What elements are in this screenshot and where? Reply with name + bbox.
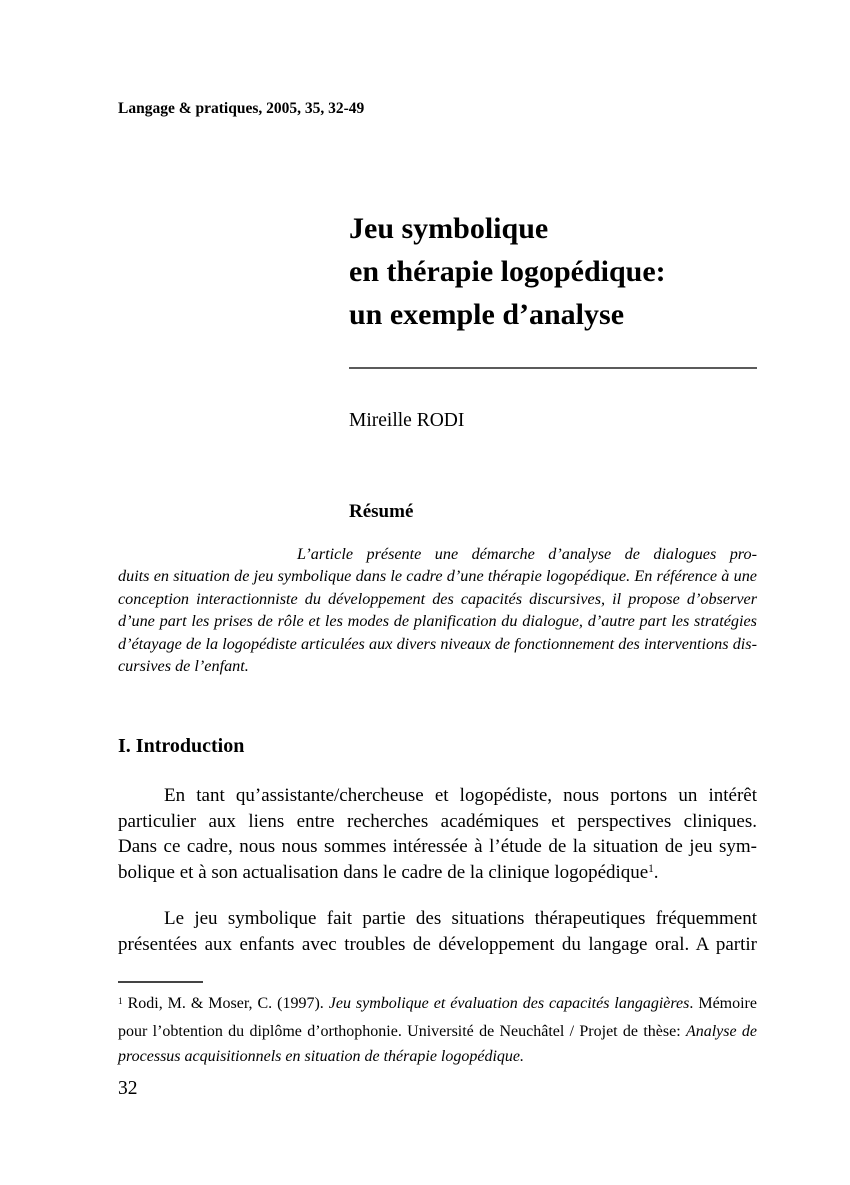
article-title — [349, 207, 779, 336]
text-line: cursives de l’enfant. — [118, 657, 249, 676]
text-line: Dans ce cadre, nous nous sommes intéressée à l’étude de la situation de jeu sym- — [118, 836, 757, 857]
text-line: En tant qu’assistante/chercheuse et logopédiste, nous portons un intérêt — [164, 785, 757, 806]
abstract-heading: Résumé — [349, 501, 414, 522]
text-line: Jeu symbolique — [349, 212, 549, 245]
body-paragraph-2 — [118, 906, 757, 957]
text-line: $^1$ Rodi, M. & Moser, C. (1997). Jeu symbolique et évaluation des capacités langagières. Mémoire — [118, 995, 757, 1012]
text-line: un exemple d’analyse — [349, 298, 625, 331]
body-paragraph-1 — [118, 783, 757, 888]
text-line: bolique et à son actualisation dans le cadre de la clinique logopédique$^1$. — [118, 861, 659, 883]
text-line: pour l’obtention du diplôme d’orthophonie. Université de Neuchâtel / Projet de thèse: Analyse de — [118, 1023, 758, 1040]
text-line: duits en situation de jeu symbolique dans le cadre d’une thérapie logopédique. En référence à une — [118, 567, 757, 586]
text-line: L’article présente une démarche d’analyse de dialogues pro- — [297, 545, 757, 563]
footnote-rule — [118, 981, 203, 983]
text-line: processus acquisitionnels en situation de thérapie logopédique. — [118, 1048, 525, 1065]
text-line: d’étayage de la logopédiste articulées aux divers niveaux de fonctionnement des interventions dis- — [118, 634, 757, 653]
footnote-text — [118, 991, 757, 1069]
text-line: d’une part les prises de rôle et les modes de planification du dialogue, d’autre part les stratégies — [118, 612, 757, 631]
title-rule-divider — [349, 367, 757, 369]
text-line: particulier aux liens entre recherches académiques et perspectives cliniques. — [118, 810, 757, 832]
text-line: présentées aux enfants avec troubles de développement du langage oral. A partir — [118, 933, 757, 955]
text-line: en thérapie logopédique: — [349, 255, 666, 288]
text-line: conception interactionniste du développement des capacités discursives, il propose d’observer — [118, 589, 757, 608]
journal-header: Langage & pratiques, 2005, 35, 32-49 — [118, 100, 365, 117]
author-name: Mireille RODI — [349, 410, 465, 431]
page-number: 32 — [118, 1078, 138, 1099]
text-line: Le jeu symbolique fait partie des situations thérapeutiques fréquemment — [164, 908, 757, 929]
abstract-text — [118, 543, 757, 677]
section-heading-introduction: I. Introduction — [118, 735, 245, 757]
